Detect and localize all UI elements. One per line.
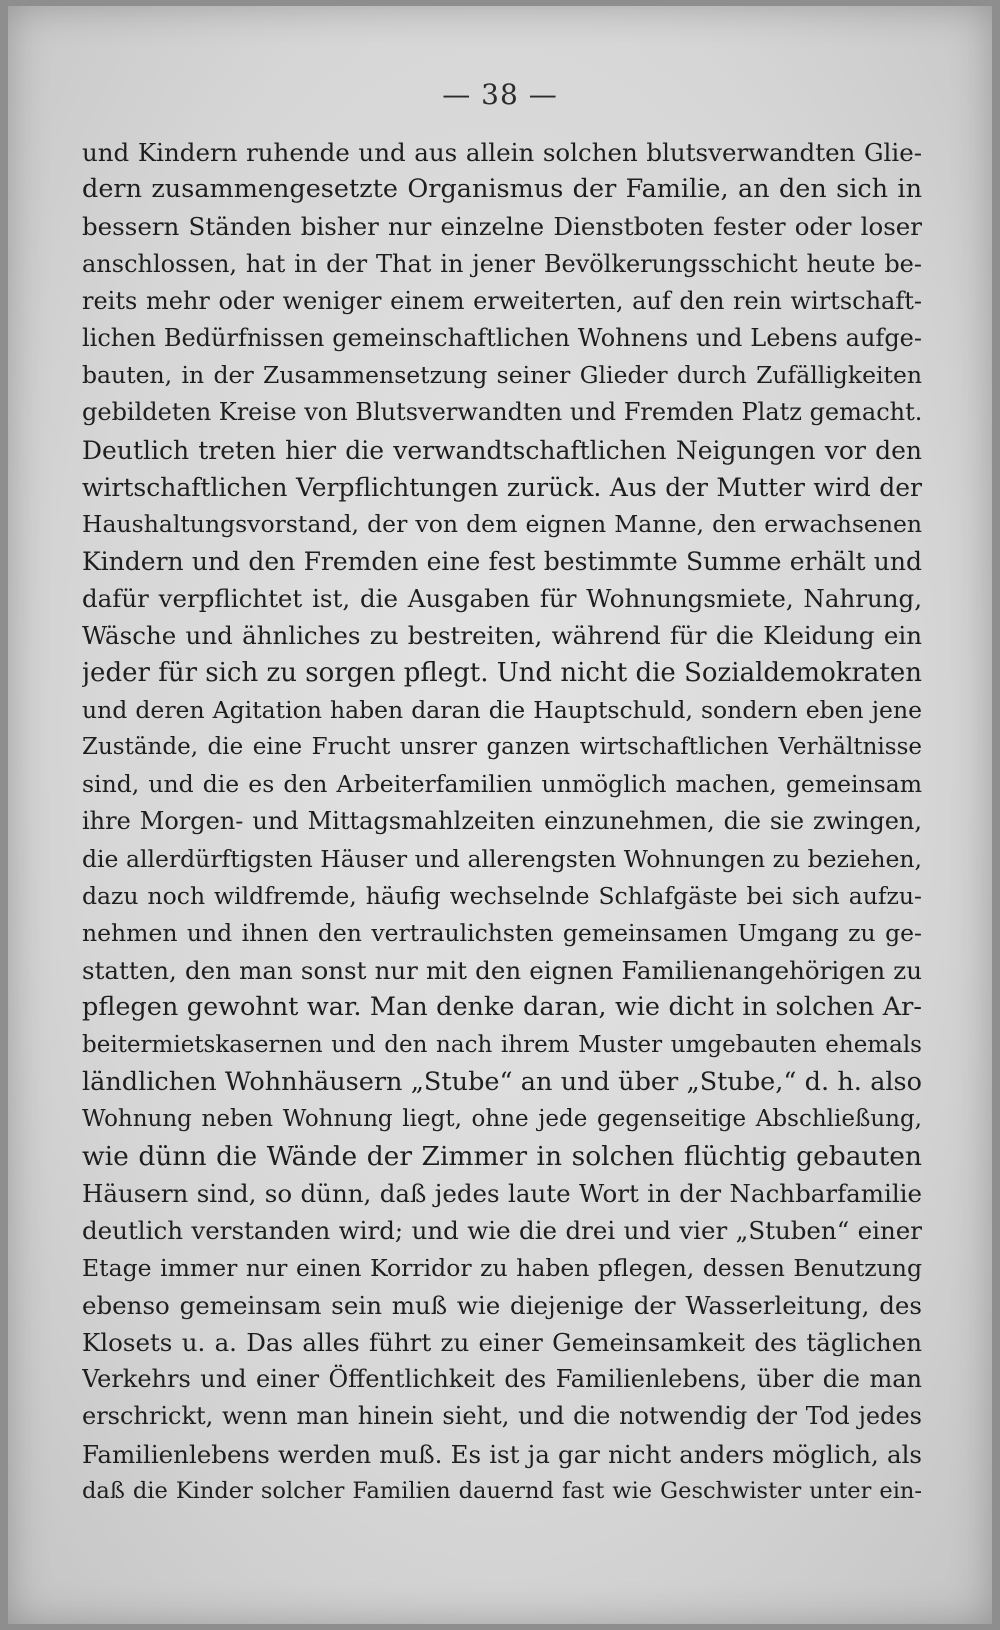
text-line: Kindern und den Fremden eine fest bestimmte Summe erhält und — [82, 547, 922, 577]
text-line: Deutlich treten hier die verwandtschaftlichen Neigungen vor den — [82, 435, 922, 465]
text-line: Verkehrs und einer Öffentlichkeit des Familienlebens, über die man — [82, 1365, 922, 1394]
text-line: Familienlebens werden muß. Es ist ja gar nicht anders möglich, als — [82, 1439, 922, 1469]
text-line: Zustände, die eine Frucht unsrer ganzen wirtschaftlichen Verhältnisse — [82, 734, 922, 760]
text-line: Wäsche und ähnliches zu bestreiten, während für die Kleidung ein — [82, 621, 922, 651]
text-line: statten, den man sonst nur mit den eignen Familienangehörigen zu — [82, 956, 922, 986]
text-line: Etage immer nur einen Korridor zu haben pflegen, dessen Benutzung — [82, 1253, 922, 1282]
text-line: deutlich verstanden wird; und wie die drei und vier „Stuben“ einer — [82, 1216, 922, 1246]
text-line: ebenso gemeinsam sein muß wie diejenige der Wasserleitung, des — [82, 1290, 922, 1320]
text-line: nehmen und ihnen den vertraulichsten gemeinsamen Umgang zu ge- — [82, 918, 922, 947]
text-line: reits mehr oder weniger einem erweiterten, auf den rein wirtschaft- — [82, 286, 922, 315]
text-line: bessern Ständen bisher nur einzelne Dienstboten fester oder loser — [82, 212, 922, 242]
text-line: jeder für sich zu sorgen pflegt. Und nicht die Sozialdemokraten — [82, 657, 922, 688]
text-line: anschlossen, hat in der That in jener Bevölkerungsschicht heute be- — [82, 249, 922, 278]
text-line: gebildeten Kreise von Blutsverwandten und Fremden Platz gemacht. — [82, 398, 922, 427]
text-line: Klosets u. a. Das alles führt zu einer Gemeinsamkeit des täglichen — [82, 1328, 922, 1357]
text-line: und Kindern ruhende und aus allein solchen blutsverwandten Glie- — [82, 138, 922, 167]
text-line: dazu noch wildfremde, häufig wechselnde Schlafgäste bei sich aufzu- — [82, 881, 922, 910]
text-line: Wohnung neben Wohnung liegt, ohne jede gegenseitige Abschließung, — [82, 1105, 922, 1132]
page-number: — 38 — — [442, 78, 558, 111]
text-line: sind, und die es den Arbeiterfamilien unmöglich machen, gemeinsam — [82, 770, 922, 799]
text-line: dafür verpflichtet ist, die Ausgaben für Wohnungsmiete, Nahrung, — [82, 584, 922, 614]
text-line: wirtschaftlichen Verpflichtungen zurück. Aus der Mutter wird der — [82, 472, 922, 502]
text-line: erschrickt, wenn man hinein sieht, und die notwendig der Tod jedes — [82, 1402, 922, 1431]
text-line: Haushaltungsvorstand, der von dem eignen Manne, den erwachsenen — [82, 509, 922, 538]
text-line: wie dünn die Wände der Zimmer in solchen flüchtig gebauten — [82, 1141, 922, 1173]
text-line: beitermietskasernen und den nach ihrem Muster umgebauten ehemals — [82, 1031, 922, 1058]
text-line: ihre Morgen- und Mittagsmahlzeiten einzunehmen, die sie zwingen, — [82, 807, 922, 836]
text-line: daß die Kinder solcher Familien dauernd fast wie Geschwister unter ein- — [82, 1477, 922, 1504]
text-line: Häusern sind, so dünn, daß jedes laute Wort in der Nachbarfamilie — [82, 1179, 922, 1209]
text-line: ländlichen Wohnhäusern „Stube“ an und über „Stube,“ d. h. also — [82, 1066, 922, 1097]
book-page — [8, 6, 992, 1624]
text-line: dern zusammengesetzte Organismus der Familie, an den sich in — [82, 174, 922, 205]
text-line: bauten, in der Zusammensetzung seiner Glieder durch Zufälligkeiten — [82, 361, 922, 390]
text-line: die allerdürftigsten Häuser und allerengsten Wohnungen zu beziehen, — [82, 844, 922, 873]
text-line: lichen Bedürfnissen gemeinschaftlichen Wohnens und Lebens aufge- — [82, 323, 922, 352]
text-line: pflegen gewohnt war. Man denke daran, wie dicht in solchen Ar- — [82, 992, 922, 1023]
text-line: und deren Agitation haben daran die Hauptschuld, sondern eben jene — [82, 695, 922, 724]
body-text — [82, 134, 922, 1510]
